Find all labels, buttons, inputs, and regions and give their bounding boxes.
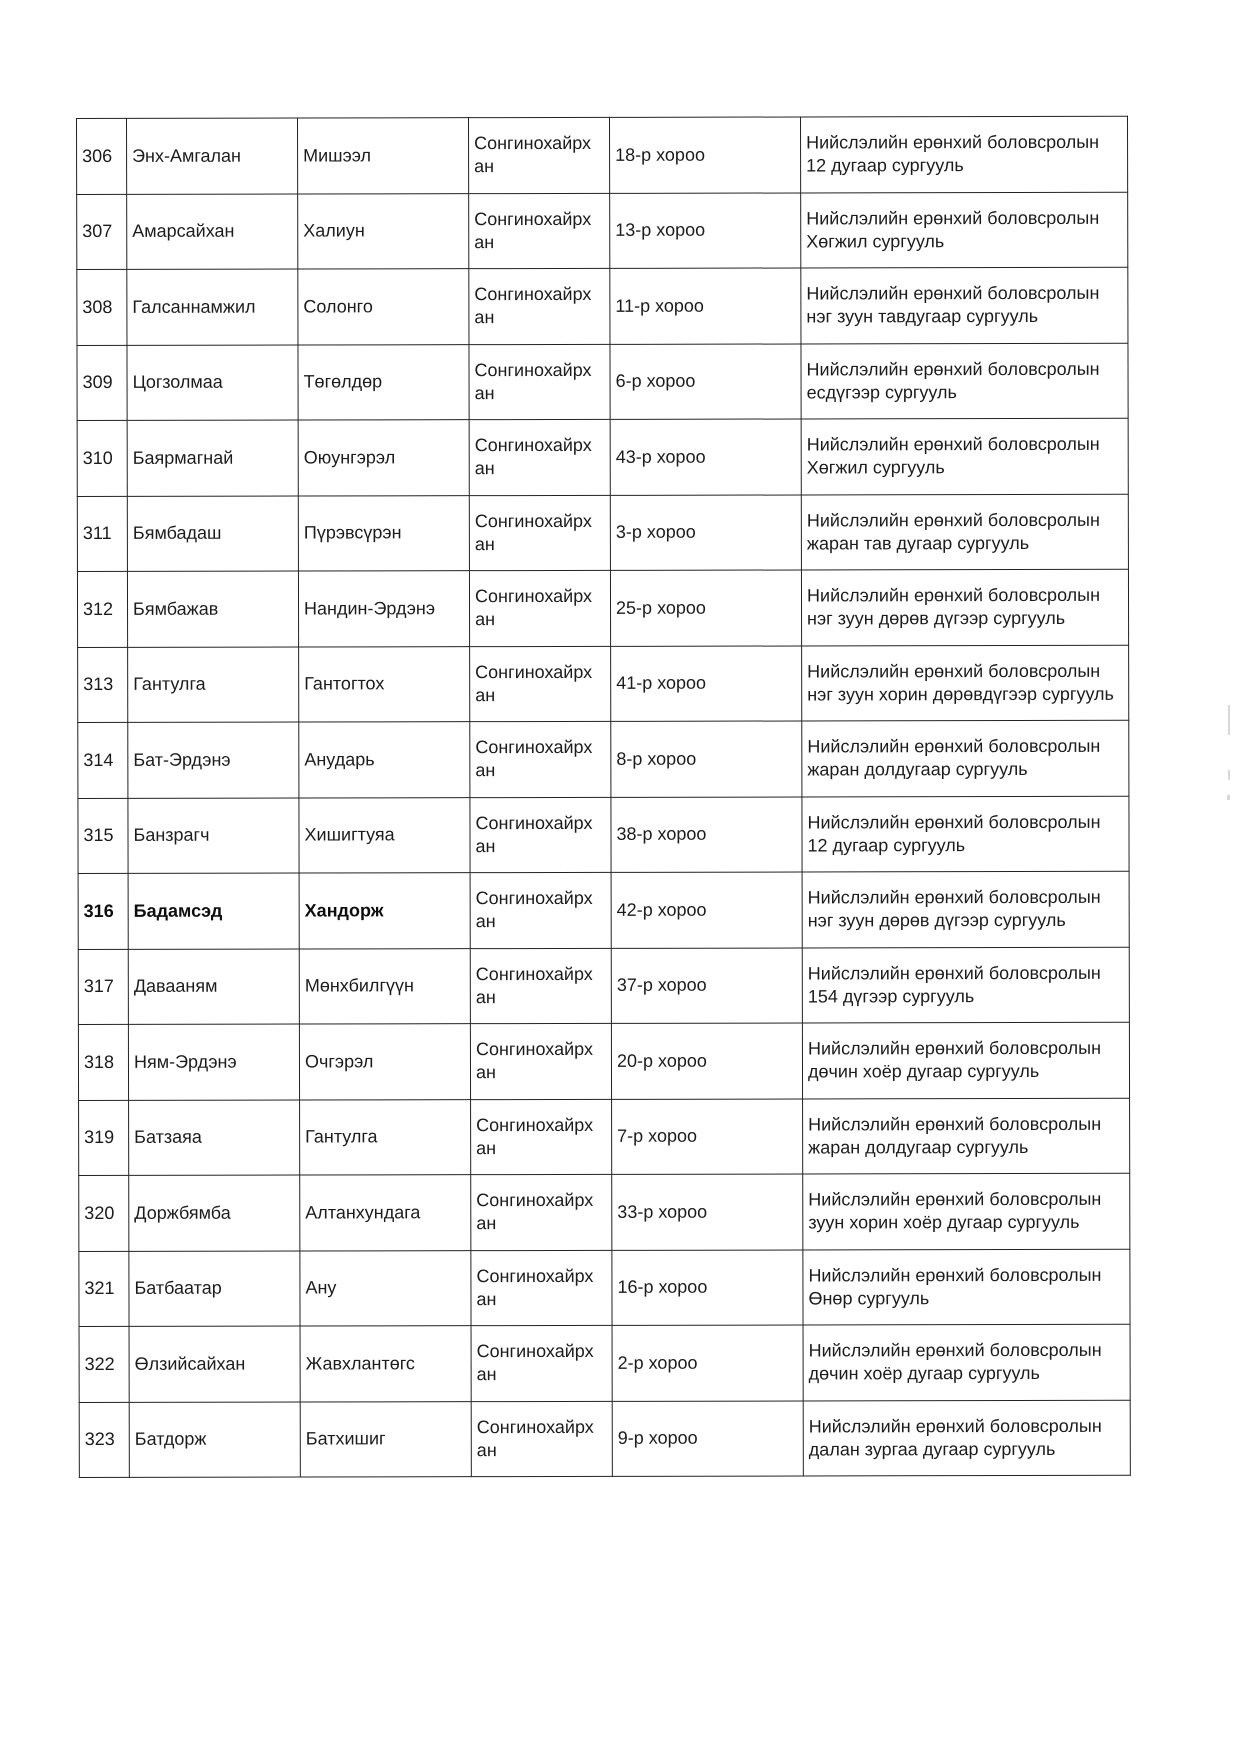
table-row — [77, 343, 1128, 421]
district-2-text: ан — [475, 609, 496, 630]
district-2-text: ан — [474, 231, 495, 252]
school-2-text: дөчин хоёр дугаар сургууль — [807, 1061, 1040, 1082]
khoroo-cell — [611, 796, 802, 872]
last-name-text: Батзаяа — [134, 1126, 202, 1148]
school-2-text: жаран тав дугаар сургууль — [806, 532, 1030, 554]
district-2-text: ан — [475, 1062, 496, 1083]
district-1-text: Сонгинохайрх — [476, 1341, 594, 1362]
row-number — [78, 1024, 128, 1100]
district-2-text: ан — [474, 458, 495, 479]
district-1-text: Сонгинохайрх — [474, 359, 592, 380]
first-name-cell — [298, 269, 469, 345]
last-name-text: Амарсайхан — [132, 220, 235, 242]
district-1-text: Сонгинохайрх — [475, 1039, 593, 1060]
school-2-text: жаран долдугаар сургууль — [807, 759, 1028, 780]
row-number — [78, 722, 128, 798]
last-name-cell — [128, 722, 299, 798]
last-name-cell — [129, 1326, 300, 1402]
first-name-cell — [299, 797, 470, 873]
district-1-text: Сонгинохайрх — [475, 661, 593, 682]
first-name-text: Ану — [305, 1277, 337, 1298]
school-cell — [802, 796, 1129, 872]
table-row — [77, 192, 1128, 270]
last-name-cell — [127, 345, 298, 421]
district-cell — [471, 1325, 612, 1401]
num-text: 313 — [83, 674, 114, 695]
first-name-cell — [300, 1175, 471, 1251]
district-cell — [469, 193, 610, 269]
school-cell — [802, 1022, 1129, 1098]
district-cell — [470, 646, 611, 722]
table-row — [77, 494, 1128, 572]
first-name-text: Хандорж — [304, 900, 384, 921]
school-cell — [801, 418, 1128, 494]
school-1-text: Нийслэлийн ерөнхий боловсролын — [807, 660, 1101, 682]
first-name-text: Анударь — [304, 749, 375, 770]
district-1-text: Сонгинохайрх — [476, 1265, 594, 1286]
district-2-text: ан — [474, 533, 495, 554]
khoroo-cell — [611, 645, 802, 721]
num-text: 314 — [83, 749, 114, 770]
district-2-text: ан — [476, 1288, 497, 1309]
first-name-cell — [299, 646, 470, 722]
district-2-text: ан — [475, 911, 496, 932]
school-cell — [801, 494, 1128, 570]
school-2-text: нэг зуун тавдугаар сургууль — [806, 306, 1039, 327]
school-1-text: Нийслэлийн ерөнхий боловсролын — [806, 207, 1100, 229]
district-1-text: Сонгинохайрх — [475, 963, 593, 984]
table-row — [78, 645, 1129, 723]
school-cell — [800, 116, 1127, 192]
khoroo-cell — [610, 419, 801, 495]
school-cell — [802, 947, 1129, 1023]
last-name-text: Галсаннамжил — [132, 296, 256, 317]
district-2-text: ан — [474, 307, 495, 328]
school-2-text: Хөгжил сургууль — [806, 457, 945, 478]
last-name-text: Даваaням — [133, 975, 218, 997]
num-text: 311 — [82, 523, 112, 544]
last-name-cell — [127, 194, 298, 270]
school-1-text: Нийслэлийн ерөнхий боловсролын — [807, 736, 1101, 757]
row-number — [77, 345, 127, 421]
last-name-text: Цогзолмаа — [132, 371, 223, 393]
district-2-text: ан — [475, 684, 496, 705]
school-1-text: Нийслэлийн ерөнхий боловсролын — [808, 1340, 1102, 1361]
khoroo-cell — [610, 494, 801, 570]
first-name-cell — [298, 344, 469, 420]
district-cell — [470, 872, 611, 948]
first-name-text: Оюунгэрэл — [303, 447, 396, 468]
last-name-text: Бямбажав — [133, 598, 219, 619]
last-name-text: Гантулга — [133, 673, 206, 695]
school-cell — [802, 871, 1129, 947]
school-1-text: Нийслэлийн ерөнхий боловсролын — [806, 283, 1100, 304]
first-name-text: Гантулга — [305, 1126, 378, 1147]
district-1-text: Сонгинохайрх — [476, 1190, 594, 1211]
district-cell — [469, 117, 610, 193]
district-1-text: Сонгинохайрх — [476, 1114, 594, 1135]
khoroo-text: 43-р хороо — [615, 446, 706, 467]
district-cell — [469, 570, 610, 646]
last-name-text: Доржбямба — [134, 1202, 231, 1223]
district-cell — [470, 721, 611, 797]
school-2-text: Өнөр сургууль — [808, 1287, 930, 1309]
school-1-text: Нийслэлийн ерөнхий боловсролын — [806, 358, 1100, 380]
scan-artifact — [1228, 705, 1230, 735]
khoroo-cell — [610, 268, 801, 344]
district-1-text: Сонгинохайрх — [474, 284, 592, 305]
khoroo-cell — [610, 343, 801, 419]
school-2-text: жаран долдугаар сургууль — [808, 1136, 1029, 1158]
khoroo-cell — [612, 1400, 803, 1476]
first-name-cell — [299, 1024, 470, 1100]
num-text: 319 — [84, 1127, 115, 1148]
khoroo-text: 3-р хороо — [615, 521, 696, 543]
table-row — [77, 116, 1128, 194]
first-name-cell — [298, 420, 469, 496]
num-text: 315 — [83, 825, 114, 846]
district-1-text: Сонгинохайрх — [475, 812, 593, 833]
last-name-text: Энх-Амгалан — [132, 145, 241, 166]
row-number — [77, 194, 127, 270]
first-name-text: Очгэрэл — [304, 1051, 374, 1072]
row-number — [78, 798, 128, 874]
district-2-text: ан — [476, 1439, 497, 1460]
last-name-cell — [129, 1100, 300, 1176]
khoroo-cell — [611, 872, 802, 948]
khoroo-text: 6-р хороо — [615, 370, 696, 392]
khoroo-cell — [610, 192, 801, 268]
last-name-cell — [127, 118, 298, 194]
table-row — [78, 871, 1129, 949]
school-2-text: зуун хорин хоёр дугаар сургууль — [808, 1212, 1080, 1233]
last-name-cell — [129, 1251, 300, 1327]
first-name-text: Нандин-Эрдэнэ — [304, 597, 436, 619]
district-1-text: Сонгинохайрх — [474, 133, 592, 154]
table-row — [78, 947, 1129, 1025]
row-number — [79, 1326, 129, 1402]
table-row — [79, 1400, 1130, 1478]
district-2-text: ан — [475, 760, 496, 781]
first-name-text: Төгөлдөр — [303, 371, 383, 392]
last-name-text: Батбаатар — [134, 1277, 222, 1299]
first-name-cell — [298, 571, 469, 647]
first-name-cell — [300, 1326, 471, 1402]
school-1-text: Нийслэлийн ерөнхий боловсролын — [808, 1264, 1102, 1286]
district-1-text: Сонгинохайрх — [476, 1416, 594, 1437]
first-name-text: Пүрэвсүрэн — [303, 522, 402, 543]
row-number — [78, 647, 128, 723]
first-name-cell — [299, 873, 470, 949]
khoroo-text: 18-р хороо — [615, 144, 705, 165]
school-2-text: далан зургаа дугаар сургууль — [808, 1438, 1056, 1460]
last-name-cell — [128, 647, 299, 723]
district-2-text: ан — [476, 1213, 497, 1234]
last-name-text: Бадамсэд — [133, 900, 223, 921]
first-name-cell — [298, 193, 469, 269]
school-2-text: есдүгээр сургууль — [806, 381, 957, 403]
school-1-text: Нийслэлийн ерөнхий боловсролын — [808, 1415, 1102, 1437]
row-number — [77, 571, 127, 647]
row-number — [77, 118, 127, 194]
khoroo-text: 37-р хороо — [616, 974, 707, 996]
school-1-text: Нийслэлийн ерөнхий боловсролын — [808, 1189, 1102, 1210]
school-2-text: 154 дүгээр сургууль — [807, 985, 975, 1007]
num-text: 308 — [82, 296, 113, 317]
district-cell — [469, 268, 610, 344]
table-row — [78, 720, 1129, 798]
khoroo-text: 8-р хороо — [616, 748, 697, 769]
row-number — [77, 496, 127, 572]
table-row — [78, 1022, 1129, 1100]
num-text: 320 — [84, 1202, 115, 1223]
district-1-text: Сонгинохайрх — [474, 586, 593, 607]
khoroo-cell — [612, 1174, 803, 1250]
school-1-text: Нийслэлийн ерөнхий боловсролын — [807, 887, 1101, 908]
khoroo-cell — [612, 1249, 803, 1325]
last-name-cell — [127, 269, 298, 345]
school-1-text: Нийслэлийн ерөнхий боловсролын — [806, 585, 1101, 606]
row-number — [79, 1402, 129, 1478]
district-2-text: ан — [475, 986, 496, 1007]
scan-artifact — [1228, 770, 1230, 780]
last-name-cell — [127, 571, 298, 647]
district-2-text: ан — [476, 1137, 497, 1158]
khoroo-text: 16-р хороо — [617, 1276, 708, 1298]
khoroo-cell — [612, 1325, 803, 1401]
last-name-cell — [128, 1024, 299, 1100]
khoroo-cell — [611, 721, 802, 797]
school-2-text: 12 дугаар сургууль — [807, 834, 966, 856]
roster-body — [77, 116, 1131, 1477]
row-number — [78, 873, 128, 949]
num-text: 306 — [82, 145, 113, 166]
school-2-text: нэг зуун дөрөв дүгээр сургууль — [807, 608, 1066, 629]
last-name-cell — [129, 1175, 300, 1251]
last-name-cell — [129, 1402, 300, 1478]
table-row — [79, 1098, 1130, 1176]
row-number — [78, 949, 128, 1025]
num-text: 309 — [82, 372, 113, 393]
district-2-text: ан — [475, 835, 496, 856]
first-name-text: Хишигтуяа — [304, 824, 395, 845]
table-row — [79, 1173, 1130, 1251]
khoroo-text: 9-р хороо — [617, 1427, 698, 1449]
num-text: 312 — [83, 598, 114, 619]
khoroo-text: 25-р хороо — [616, 597, 706, 618]
scan-artifact — [1227, 795, 1230, 800]
district-cell — [469, 344, 610, 420]
school-cell — [801, 192, 1128, 268]
school-1-text: Нийслэлийн ерөнхий боловсролын — [806, 434, 1100, 455]
district-1-text: Сонгинохайрх — [475, 737, 593, 758]
last-name-text: Бямбадаш — [132, 522, 222, 544]
khoroo-text: 42-р хороо — [616, 899, 707, 920]
district-2-text: ан — [474, 156, 495, 177]
first-name-text: Мөнхбилгүүн — [304, 975, 414, 996]
khoroo-text: 20-р хороо — [616, 1050, 707, 1071]
num-text: 316 — [83, 900, 114, 921]
last-name-text: Банзрагч — [133, 824, 210, 846]
school-cell — [803, 1173, 1130, 1249]
last-name-text: Ням-Эрдэнэ — [133, 1051, 237, 1072]
first-name-text: Гантогтох — [304, 673, 385, 694]
table-row — [78, 796, 1129, 874]
table-row — [77, 418, 1128, 496]
table-row — [77, 267, 1128, 345]
district-cell — [470, 948, 611, 1024]
school-cell — [802, 720, 1129, 796]
school-1-text: Нийслэлийн ерөнхий боловсролын — [806, 132, 1100, 153]
last-name-cell — [127, 420, 298, 496]
last-name-text: Бат-Эрдэнэ — [133, 749, 231, 770]
district-cell — [469, 419, 610, 495]
school-cell — [803, 1249, 1130, 1325]
last-name-text: Баярмагнай — [132, 447, 234, 468]
num-text: 322 — [84, 1353, 115, 1374]
khoroo-text: 41-р хороо — [616, 672, 707, 694]
district-2-text: ан — [474, 382, 495, 403]
first-name-text: Батхишиг — [305, 1428, 386, 1449]
khoroo-cell — [610, 570, 801, 646]
khoroo-text: 33-р хороо — [617, 1201, 708, 1222]
last-name-text: Батдорж — [134, 1428, 207, 1450]
district-1-text: Сонгинохайрх — [474, 435, 592, 456]
num-text: 321 — [84, 1278, 115, 1299]
num-text: 318 — [83, 1051, 115, 1072]
num-text: 307 — [82, 221, 113, 242]
last-name-cell — [128, 798, 299, 874]
first-name-text: Алтанхундага — [305, 1202, 421, 1223]
district-1-text: Сонгинохайрх — [475, 888, 593, 909]
first-name-cell — [300, 1250, 471, 1326]
school-2-text: дөчин хоёр дугаар сургууль — [808, 1363, 1040, 1384]
school-cell — [803, 1098, 1130, 1174]
row-number — [79, 1175, 129, 1251]
district-cell — [471, 1174, 612, 1250]
last-name-cell — [128, 873, 299, 949]
first-name-text: Халиун — [303, 220, 365, 241]
khoroo-text: 2-р хороо — [617, 1352, 698, 1373]
school-1-text: Нийслэлийн ерөнхий боловсролын — [808, 1113, 1102, 1135]
table-row — [79, 1249, 1130, 1327]
district-cell — [471, 1099, 612, 1175]
khoroo-text: 11-р хороо — [615, 295, 704, 316]
school-1-text: Нийслэлийн ерөнхий боловсролын — [807, 811, 1101, 833]
school-1-text: Нийслэлийн ерөнхий боловсролын — [807, 1038, 1102, 1059]
num-text: 323 — [84, 1429, 115, 1450]
num-text: 310 — [82, 447, 113, 468]
first-name-cell — [298, 118, 469, 194]
district-cell — [470, 1023, 611, 1099]
last-name-text: Өлзийсайхан — [134, 1353, 246, 1374]
school-1-text: Нийслэлийн ерөнхий боловсролын — [806, 509, 1100, 531]
first-name-cell — [300, 1401, 471, 1477]
school-cell — [801, 569, 1128, 645]
school-1-text: Нийслэлийн ерөнхий боловсролын — [807, 962, 1101, 984]
row-number — [77, 269, 127, 345]
district-2-text: ан — [476, 1364, 497, 1385]
school-2-text: нэг зуун дөрөв дүгээр сургууль — [807, 910, 1066, 931]
school-cell — [801, 267, 1128, 343]
school-cell — [801, 343, 1128, 419]
first-name-text: Солонго — [303, 296, 373, 317]
khoroo-text: 7-р хороо — [617, 1125, 698, 1147]
first-name-cell — [299, 722, 470, 798]
district-cell — [471, 1250, 612, 1326]
row-number — [77, 420, 127, 496]
khoroo-cell — [611, 947, 802, 1023]
khoroo-cell — [612, 1098, 803, 1174]
table-row — [79, 1324, 1130, 1402]
num-text: 317 — [83, 976, 114, 997]
first-name-text: Жавхлантөгс — [305, 1353, 415, 1374]
last-name-cell — [127, 496, 298, 572]
school-2-text: 12 дугаар сургууль — [806, 155, 964, 176]
khoroo-cell — [611, 1023, 802, 1099]
khoroo-cell — [609, 117, 800, 193]
first-name-text: Мишээл — [303, 145, 372, 166]
first-name-cell — [299, 948, 470, 1024]
row-number — [79, 1251, 129, 1327]
school-cell — [803, 1324, 1130, 1400]
student-roster-table — [76, 116, 1131, 1478]
district-cell — [471, 1401, 612, 1477]
last-name-cell — [128, 949, 299, 1025]
school-2-text: нэг зуун хорин дөрөвдүгээр сургууль — [807, 683, 1114, 705]
khoroo-text: 13-р хороо — [615, 219, 706, 241]
school-2-text: Хөгжил сургууль — [806, 230, 945, 252]
table-row — [77, 569, 1128, 647]
khoroo-text: 38-р хороо — [616, 823, 707, 845]
district-cell — [469, 495, 610, 571]
district-1-text: Сонгинохайрх — [474, 510, 592, 531]
first-name-cell — [300, 1099, 471, 1175]
school-cell — [802, 645, 1129, 721]
district-cell — [470, 797, 611, 873]
school-cell — [803, 1400, 1130, 1476]
district-1-text: Сонгинохайрх — [474, 208, 592, 229]
row-number — [79, 1100, 129, 1176]
first-name-cell — [298, 495, 469, 571]
